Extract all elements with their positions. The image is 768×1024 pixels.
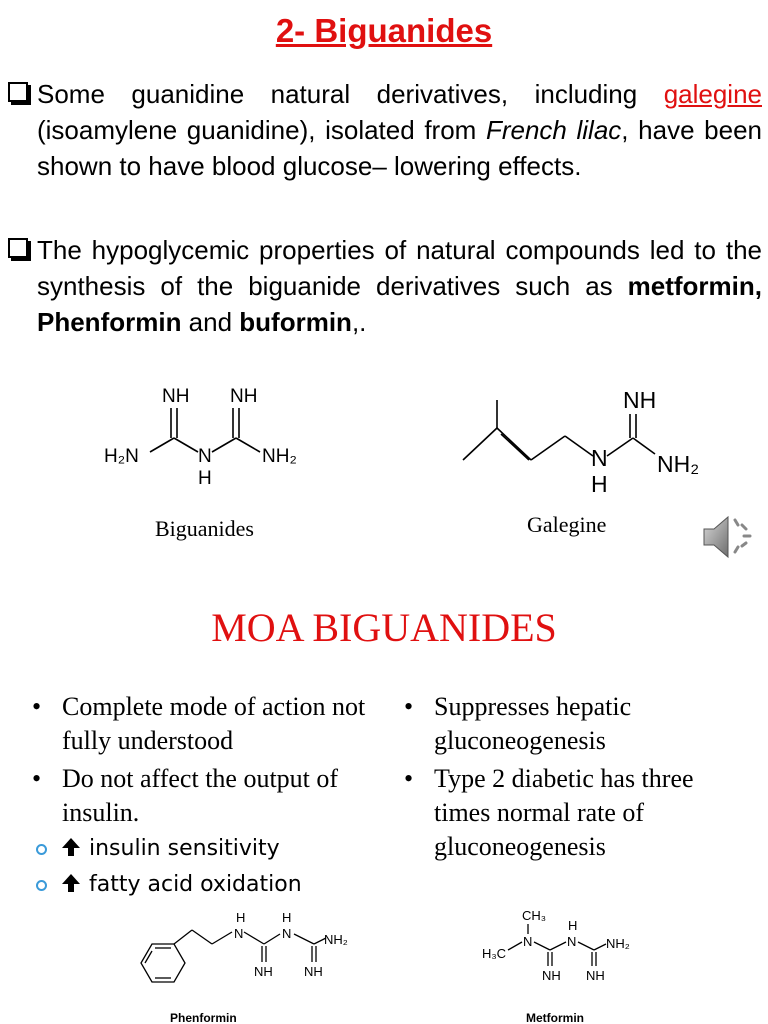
bullet-dot-icon: •: [404, 764, 414, 793]
bg-nh-2: NH: [230, 386, 258, 407]
para1-text-b: (isoamylene guanidine), isolated from: [37, 115, 486, 145]
bullet-dot-icon: •: [32, 692, 42, 721]
para2-text-b: and: [181, 307, 240, 337]
checkbox-bullet-icon: [8, 82, 28, 102]
met-nh-a: NH: [542, 968, 561, 983]
met-h: H: [568, 918, 578, 933]
metformin-structure: [478, 904, 678, 1024]
bg-nh2: NH₂: [262, 446, 297, 467]
phen-n2: N: [282, 926, 292, 941]
sub-bullet-fatty-acid-oxidation: [36, 872, 302, 897]
bg-h2n: H₂N: [104, 446, 139, 467]
phen-h2: H: [282, 910, 292, 925]
up-arrow-icon: [61, 873, 81, 893]
sub-bullet-text: fatty acid oxidation: [89, 872, 302, 897]
met-ch3: CH₃: [522, 908, 547, 923]
phenformin-caption: Phenformin: [170, 1011, 237, 1024]
gal-n: N: [591, 445, 608, 471]
moa-right-item: [402, 690, 752, 758]
bullet-dot-icon: •: [404, 692, 414, 721]
speaker-icon[interactable]: [702, 512, 758, 567]
phen-nh-a: NH: [254, 964, 273, 979]
galegine-caption: Galegine: [527, 512, 607, 537]
bg-nh-1: NH: [162, 386, 190, 407]
gal-nh: NH: [623, 387, 657, 413]
para1-italic: French lilac: [485, 115, 622, 145]
para2-text-c: ,.: [351, 307, 367, 337]
para2-text-a: The hypoglycemic properties of natural compounds led to the synthesis of the biguanide derivatives such as: [37, 235, 762, 301]
phenformin-structure: [130, 908, 370, 1024]
phen-nh-b: NH: [304, 964, 323, 979]
bg-h: H: [198, 468, 212, 489]
ring-bullet-icon: [36, 844, 47, 855]
moa-right-item: [402, 762, 752, 864]
galegine-link[interactable]: galegine: [663, 79, 762, 109]
bullet-dot-icon: •: [32, 764, 42, 793]
para1-first-word: Some: [37, 79, 105, 109]
ring-bullet-icon: [36, 880, 47, 891]
met-nh-b: NH: [586, 968, 605, 983]
moa-right-column: [402, 690, 752, 868]
slide-title: 2- Biguanides: [275, 12, 493, 49]
galegine-structure: [455, 380, 725, 550]
moa-left-item: [30, 762, 370, 830]
moa-left-column: [30, 690, 370, 834]
moa-right-item-text: Suppresses hepatic gluconeogenesis: [434, 692, 632, 755]
up-arrow-icon: [61, 837, 81, 857]
metformin-caption: Metformin: [526, 1011, 584, 1024]
para1-text-a: guanidine natural derivatives, including: [104, 79, 664, 109]
moa-title: MOA BIGUANIDES: [211, 605, 557, 650]
met-n1: N: [523, 934, 533, 949]
bullet-paragraph-2: [8, 232, 762, 340]
met-h3c: H₃C: [482, 946, 507, 961]
moa-right-item-text: Type 2 diabetic has three times normal rate of gluconeogenesis: [434, 764, 694, 861]
phen-nh2: NH₂: [324, 932, 348, 947]
biguanides-caption: Biguanides: [155, 516, 254, 541]
para2-bold-2: buformin: [239, 307, 352, 337]
moa-left-item-text: Do not affect the output of insulin.: [62, 764, 339, 827]
moa-left-item: [30, 690, 370, 758]
gal-nh2: NH₂: [657, 451, 700, 477]
biguanide-structure: [100, 380, 320, 550]
sub-bullet-insulin-sensitivity: [36, 836, 280, 861]
gal-h: H: [591, 471, 608, 497]
checkbox-bullet-icon: [8, 238, 28, 258]
para2-bold-1: metformin, Phenformin: [37, 271, 762, 337]
met-nh2: NH₂: [606, 936, 630, 951]
bullet-paragraph-1: [8, 76, 762, 184]
moa-left-item-text: Complete mode of action not fully understood: [62, 692, 366, 755]
sub-bullet-text: insulin sensitivity: [89, 836, 280, 861]
para1-text-c: , have been shown to have blood glucose– lowering effects.: [37, 115, 762, 181]
phen-n1: N: [234, 926, 244, 941]
bg-n: N: [198, 446, 212, 467]
phen-h1: H: [236, 910, 246, 925]
met-n2: N: [567, 934, 577, 949]
